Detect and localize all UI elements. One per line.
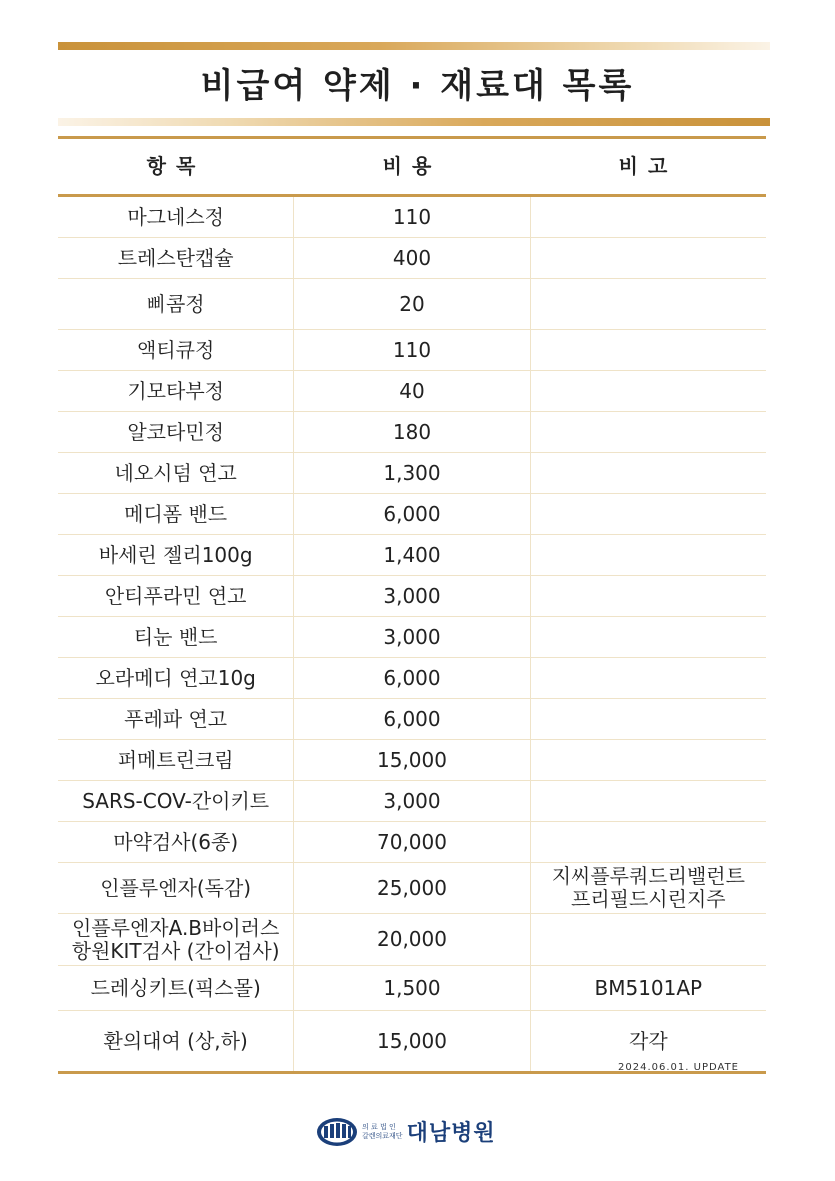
item-cell-line: 마약검사(6종) [113, 829, 239, 854]
logo-subtext [362, 1123, 403, 1141]
note-cell [531, 822, 766, 862]
note-cell [531, 494, 766, 534]
price-cell: 6,000 [294, 658, 530, 698]
table-row [58, 197, 766, 238]
price-cell: 40 [294, 371, 530, 411]
item-cell-line: 안티푸라민 연고 [104, 583, 247, 608]
note-cell-line: BM5101AP [594, 975, 703, 1000]
item-cell [58, 330, 294, 370]
item-cell-line: 인플루엔자(독감) [100, 875, 252, 900]
update-date: 2024.06.01. UPDATE [618, 1062, 739, 1073]
item-cell-line: 환의대여 (상,하) [103, 1028, 248, 1053]
table-row [58, 822, 766, 863]
note-cell [531, 966, 766, 1010]
note-cell [531, 914, 766, 965]
item-cell-line: 인플루엔자A.B바이러스 [72, 915, 280, 940]
note-cell [531, 576, 766, 616]
item-cell-line: 알코타민정 [127, 419, 224, 444]
item-cell [58, 371, 294, 411]
item-cell-line: 바세린 젤리100g [98, 542, 253, 567]
table-row [58, 576, 766, 617]
table-row [58, 371, 766, 412]
price-cell: 15,000 [294, 1011, 530, 1071]
price-cell: 400 [294, 238, 530, 278]
note-cell [531, 658, 766, 698]
item-cell [58, 966, 294, 1010]
page-title: 비급여 약제 · 재료대 목록 [200, 66, 635, 106]
hospital-emblem-icon [316, 1117, 358, 1147]
table-row [58, 330, 766, 371]
fee-table [58, 136, 766, 1074]
price-cell: 6,000 [294, 494, 530, 534]
hospital-name: 대남병원 [406, 1121, 496, 1146]
price-cell: 20 [294, 279, 530, 329]
item-cell-line: 항원KIT검사 (간이검사) [71, 938, 280, 963]
note-cell-line: 지씨플루쿼드리밸런트 [551, 864, 745, 888]
note-cell-line: 프리필드시린지주 [571, 887, 726, 911]
header-item: 항목 [146, 154, 206, 178]
item-cell-line: 기모타부정 [127, 378, 224, 403]
price-cell: 1,300 [294, 453, 530, 493]
item-cell-line: 퍼메트린크림 [117, 747, 234, 772]
note-cell [531, 617, 766, 657]
top-decorative-bar [58, 42, 770, 50]
item-cell-line: 오라메디 연고10g [95, 665, 256, 690]
price-cell: 70,000 [294, 822, 530, 862]
price-cell: 110 [294, 330, 530, 370]
item-cell [58, 740, 294, 780]
note-cell [531, 699, 766, 739]
item-cell [58, 699, 294, 739]
item-cell [58, 453, 294, 493]
note-cell [531, 238, 766, 278]
item-cell [58, 658, 294, 698]
table-row [58, 781, 766, 822]
item-cell [58, 535, 294, 575]
note-cell [531, 535, 766, 575]
hospital-logo [316, 1116, 496, 1147]
header-note: 비고 [618, 154, 678, 178]
price-cell: 3,000 [294, 617, 530, 657]
table-row [58, 279, 766, 330]
item-cell-line: 네오시덤 연고 [114, 460, 237, 485]
item-cell [58, 279, 294, 329]
logo-foundation-label: 갈렌의료재단 [362, 1131, 403, 1140]
price-cell: 20,000 [294, 914, 530, 965]
item-cell [58, 822, 294, 862]
item-cell [58, 781, 294, 821]
table-row [58, 535, 766, 576]
note-cell [531, 781, 766, 821]
price-cell: 3,000 [294, 781, 530, 821]
price-cell: 180 [294, 412, 530, 452]
table-row [58, 966, 766, 1011]
logo-corp-label: 의 료 법 인 [362, 1122, 396, 1131]
price-cell: 110 [294, 197, 530, 237]
item-cell [58, 197, 294, 237]
table-row [58, 699, 766, 740]
price-cell: 1,500 [294, 966, 530, 1010]
item-cell [58, 1011, 294, 1071]
item-cell-line: 액티큐정 [137, 337, 215, 362]
item-cell [58, 412, 294, 452]
header-price: 비용 [382, 154, 442, 178]
note-cell [531, 863, 766, 913]
table-row [58, 740, 766, 781]
item-cell-line: 메디폼 밴드 [124, 501, 228, 526]
note-cell [531, 279, 766, 329]
item-cell-line: SARS-COV-간이키트 [82, 788, 270, 813]
item-cell-line: 드레싱키트(픽스몰) [90, 975, 261, 1000]
table-row [58, 238, 766, 279]
item-cell-line: 티눈 밴드 [133, 624, 218, 649]
note-cell-line: 각각 [629, 1028, 668, 1053]
table-row [58, 494, 766, 535]
table-row [58, 453, 766, 494]
table-row [58, 863, 766, 914]
table-row [58, 658, 766, 699]
item-cell [58, 494, 294, 534]
price-cell: 1,400 [294, 535, 530, 575]
note-cell [531, 330, 766, 370]
price-cell: 6,000 [294, 699, 530, 739]
item-cell-line: 트레스탄캡슐 [117, 245, 234, 270]
title-underline-bar [58, 118, 770, 126]
price-cell: 25,000 [294, 863, 530, 913]
item-cell [58, 863, 294, 913]
item-cell-line: 마그네스정 [127, 204, 224, 229]
table-row [58, 412, 766, 453]
price-cell: 3,000 [294, 576, 530, 616]
table-header-row [58, 139, 766, 197]
item-cell-line: 푸레파 연고 [124, 706, 228, 731]
item-cell-line: 삐콤정 [146, 291, 205, 316]
item-cell [58, 238, 294, 278]
note-cell [531, 197, 766, 237]
note-cell [531, 412, 766, 452]
table-row [58, 617, 766, 658]
note-cell [531, 453, 766, 493]
table-row [58, 914, 766, 966]
item-cell [58, 914, 294, 965]
price-cell: 15,000 [294, 740, 530, 780]
item-cell [58, 576, 294, 616]
note-cell [531, 371, 766, 411]
note-cell [531, 740, 766, 780]
item-cell [58, 617, 294, 657]
